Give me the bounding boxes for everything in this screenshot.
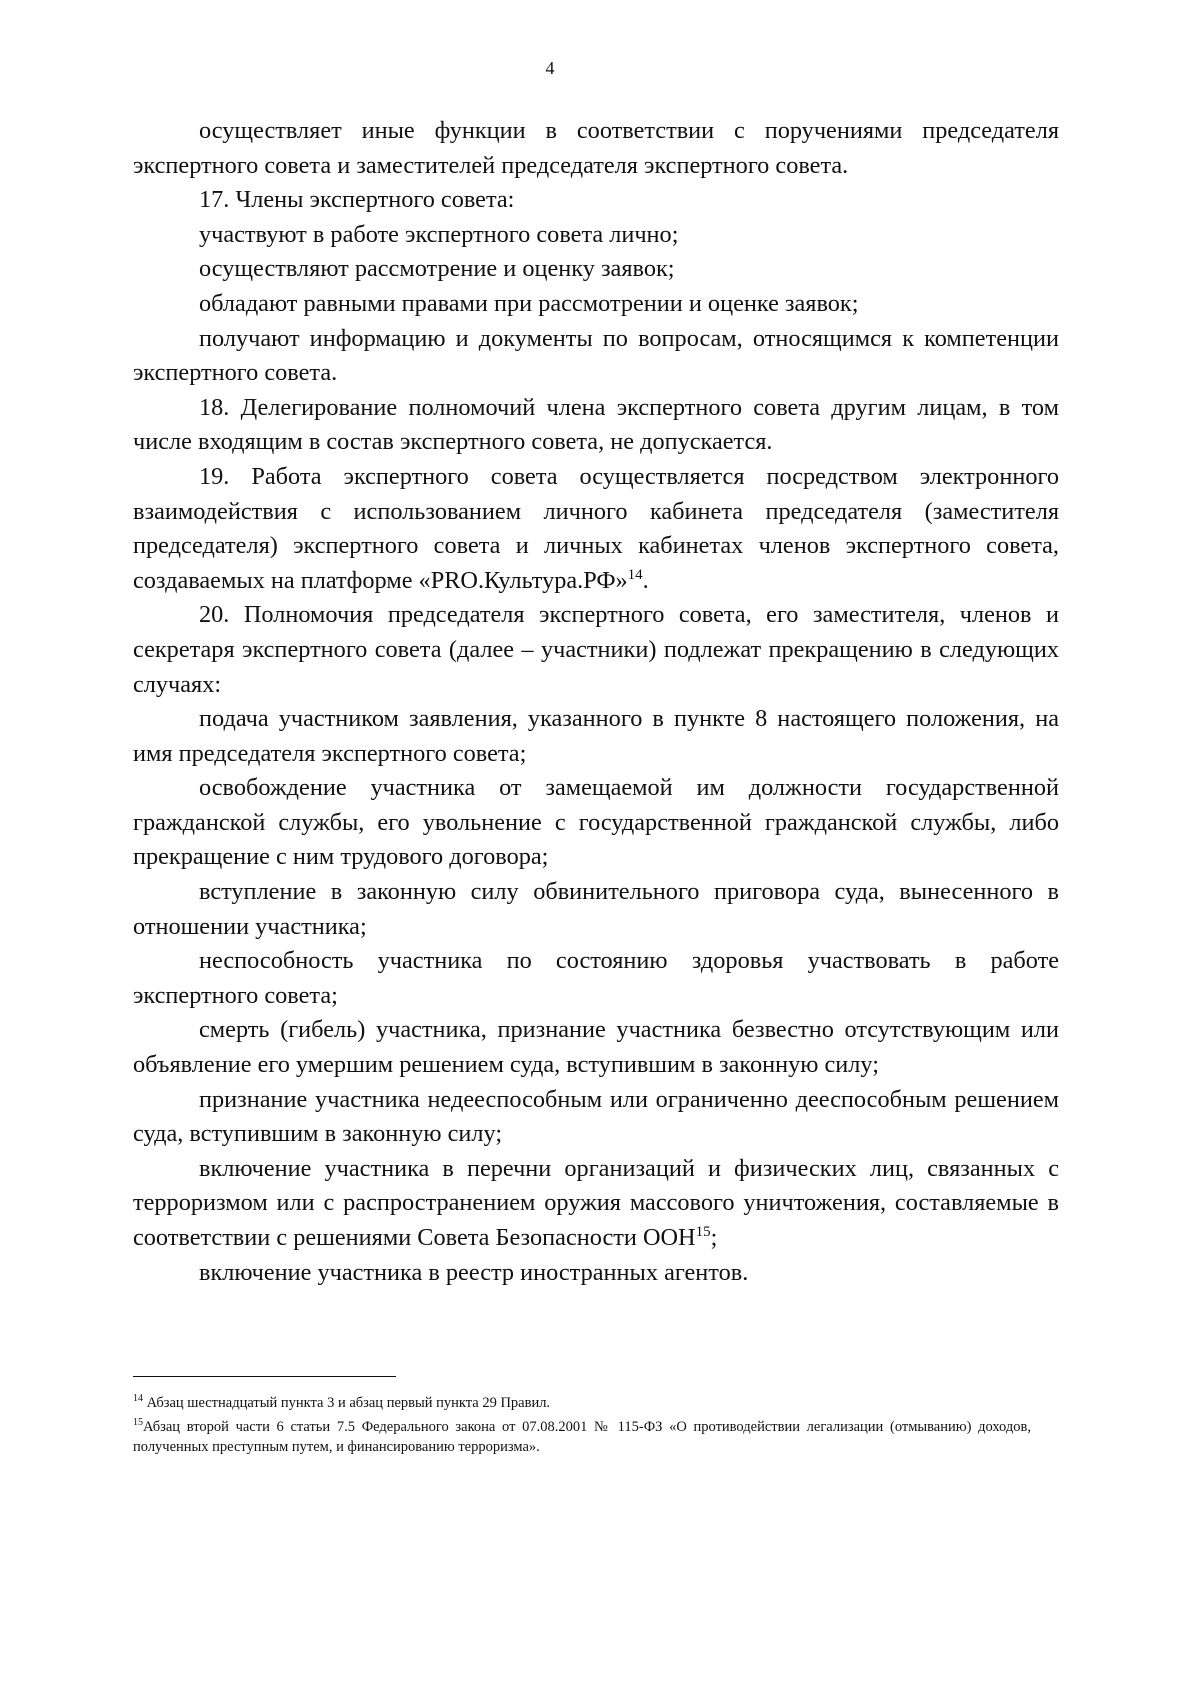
paragraph-punctuation: ;	[710, 1224, 718, 1251]
paragraph-item-19	[133, 460, 1059, 598]
paragraph-punctuation: .	[642, 566, 649, 594]
paragraph: обладают равными правами при рассмотрении и оценке заявок;	[199, 289, 859, 317]
paragraph-item-18: 18. Делегирование полномочий члена экспертного совета другим лицам, в том числе входящим в состав экспертного совета, не допускается.	[133, 393, 1059, 456]
paragraph: участвуют в работе экспертного совета лично;	[199, 220, 679, 248]
footnote-text: Абзац второй части 6 статьи 7.5 Федерального закона от 07.08.2001 № 115-ФЗ «О противодействии легализации (отмыванию) доходов, полученных преступным путем, и финансированию терроризма».	[133, 1419, 1031, 1455]
paragraph: получают информацию и документы по вопросам, относящимся к компетенции экспертного совета.	[133, 324, 1059, 387]
paragraph-item-17: 17. Члены экспертного совета:	[199, 186, 515, 214]
paragraph: подача участником заявления, указанного в пункте 8 настоящего положения, на имя председателя экспертного совета;	[133, 705, 1059, 767]
paragraph: освобождение участника от замещаемой им должности государственной гражданской службы, его увольнение с государственной гражданской службы, либо прекращение с ним трудового договора;	[133, 774, 1059, 871]
paragraph-text: включение участника в перечни организаций и физических лиц, связанных с терроризмом или с распространением оружия массового уничтожения, составляемые в соответствии с решениями Совета Безопасности ООН	[133, 1154, 1059, 1251]
paragraph-item-20: 20. Полномочия председателя экспертного совета, его заместителя, членов и секретаря экспертного совета (далее – участники) подлежат прекращению в следующих случаях:	[133, 601, 1059, 698]
footnote-text: Абзац шестнадцатый пункта 3 и абзац первый пункта 29 Правил.	[143, 1395, 551, 1411]
paragraph: осуществляют рассмотрение и оценку заявок;	[199, 255, 675, 283]
paragraph: смерть (гибель) участника, признание участника безвестно отсутствующим или объявление его умершим решением суда, вступившим в законную силу;	[133, 1016, 1059, 1079]
document-body	[133, 114, 1059, 1290]
footnote-14	[133, 1393, 1031, 1413]
paragraph: включение участника в реестр иностранных агентов.	[199, 1258, 749, 1286]
footnote-reference-15[interactable]: 15	[695, 1223, 711, 1240]
paragraph: неспособность участника по состоянию здоровья участвовать в работе экспертного совета;	[133, 947, 1059, 1009]
paragraph-text: 19. Работа экспертного совета осуществляется посредством электронного взаимодействия с использованием личного кабинета председателя (заместителя председателя) экспертного совета и личных кабинетах членов экспертного совета, создаваемых на платформе «PRO.Культура.РФ»	[133, 462, 1059, 594]
footnotes	[133, 1393, 1031, 1461]
footnote-separator	[133, 1376, 396, 1377]
footnote-reference-14[interactable]: 14	[627, 566, 643, 583]
page-number: 4	[545, 58, 555, 78]
footnote-15	[133, 1417, 1031, 1457]
footnote-mark: 15	[133, 1417, 143, 1429]
paragraph: вступление в законную силу обвинительного приговора суда, вынесенного в отношении участника;	[133, 878, 1059, 940]
paragraph: осуществляет иные функции в соответствии с поручениями председателя экспертного совета и заместителей председателя экспертного совета.	[133, 117, 1059, 179]
footnote-mark: 14	[133, 1393, 143, 1405]
paragraph	[133, 1152, 1059, 1256]
paragraph: признание участника недееспособным или ограниченно дееспособным решением суда, вступившим в законную силу;	[133, 1085, 1059, 1148]
